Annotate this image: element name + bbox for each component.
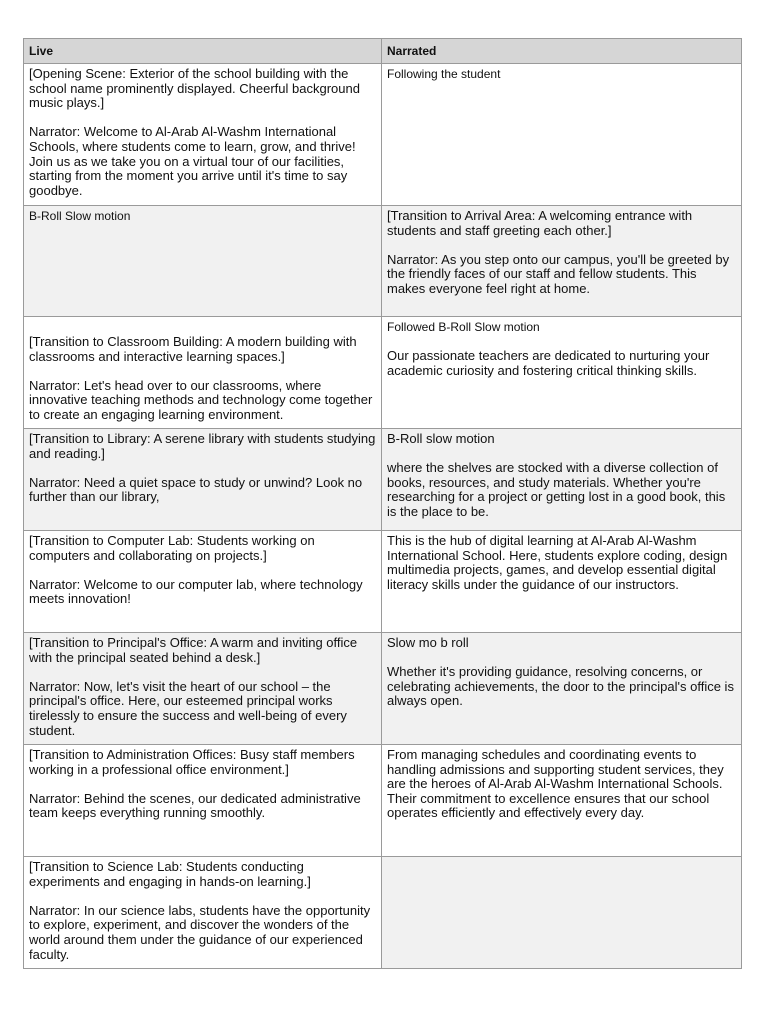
live-cell (24, 745, 382, 857)
header-row (24, 39, 742, 64)
scene-direction: [Transition to Science Lab: Students conducting experiments and engaging in hands-on learning.] (29, 859, 311, 889)
header-narrated: Narrated (382, 39, 742, 64)
narration-text: From managing schedules and coordinating events to handling admissions and supporting student services, they are the heroes of Al-Arab Al-Washm International Schools. Their commitment to excellence ensures that our school operates efficiently and effectively every day. (387, 747, 724, 821)
scene-direction: [Transition to Library: A serene library with students studying and reading.] (29, 431, 376, 461)
shot-note: B-Roll Slow motion (29, 209, 131, 223)
narration-text: where the shelves are stocked with a diverse collection of books, resources, and study materials. Whether you're researching for a project or getting lost in a good book, this is the place to be. (387, 460, 726, 519)
narrated-cell (382, 531, 742, 633)
narration-text: Narrator: Welcome to Al-Arab Al-Washm International Schools, where students come to learn, grow, and thrive! Join us as we take you on a virtual tour of our facilities, starting from the moment you arrive until it's time to say goodbye. (29, 124, 356, 198)
table-row (24, 531, 742, 633)
narrated-cell (382, 745, 742, 857)
live-cell (24, 531, 382, 633)
narrated-cell (382, 64, 742, 206)
live-cell (24, 633, 382, 745)
live-cell (24, 64, 382, 206)
narration-text: Narrator: As you step onto our campus, you'll be greeted by the friendly faces of our staff and fellow students. This makes everyone feel right at home. (387, 251, 730, 296)
table-row (24, 317, 742, 429)
script-table (23, 38, 742, 969)
narration-text: Narrator: Let's head over to our classrooms, where innovative teaching methods and technology come together to create an engaging learning environment. (29, 377, 373, 422)
shot-note: Followed B-Roll Slow motion (387, 320, 540, 334)
live-cell (24, 317, 382, 429)
scene-direction: [Transition to Administration Offices: Busy staff members working in a professional office environment.] (29, 747, 355, 777)
narration-text: Narrator: Need a quiet space to study or unwind? Look no further than our library, (29, 474, 363, 505)
narration-text: Narrator: Welcome to our computer lab, where technology meets innovation! (29, 576, 363, 607)
narrated-cell (382, 206, 742, 317)
narrated-cell (382, 429, 742, 531)
live-cell (24, 429, 382, 531)
scene-direction: [Transition to Computer Lab: Students working on computers and collaborating on projects.] (29, 533, 315, 563)
live-cell (24, 206, 382, 317)
table-row (24, 857, 742, 969)
live-cell (24, 857, 382, 969)
header-live: Live (24, 39, 382, 64)
scene-direction: [Transition to Arrival Area: A welcoming entrance with students and staff greeting each other.] (387, 208, 693, 238)
scene-direction: [Transition to Principal's Office: A warm and inviting office with the principal seated behind a desk.] (29, 635, 358, 665)
scene-direction: [Opening Scene: Exterior of the school building with the school name prominently displayed. Cheerful background music plays.] (29, 66, 360, 111)
table-row (24, 206, 742, 317)
table-row (24, 429, 742, 531)
narrated-cell (382, 633, 742, 745)
shot-note: Following the student (387, 67, 501, 81)
shot-note: Slow mo b roll (387, 635, 469, 650)
narrated-cell-empty (382, 857, 742, 969)
table-row (24, 64, 742, 206)
narration-text: Narrator: In our science labs, students have the opportunity to explore, experiment, and discover the wonders of the world around them under the guidance of our experienced faculty. (29, 902, 371, 962)
shot-note: B-Roll slow motion (387, 431, 495, 446)
narration-text: Narrator: Behind the scenes, our dedicated administrative team keeps everything running smoothly. (29, 790, 361, 821)
table-row (24, 633, 742, 745)
narrated-cell (382, 317, 742, 429)
table-row (24, 745, 742, 857)
narration-text: Narrator: Now, let's visit the heart of our school – the principal's office. Here, our esteemed principal works tirelessly to ensure the success and well-being of every student. (29, 678, 347, 738)
narration-text: Our passionate teachers are dedicated to nurturing your academic curiosity and fostering critical thinking skills. (387, 348, 710, 378)
scene-direction: [Transition to Classroom Building: A modern building with classrooms and interactive learning spaces.] (29, 334, 357, 364)
narration-text: Whether it's providing guidance, resolving concerns, or celebrating achievements, the door to the principal's office is always open. (387, 664, 734, 709)
narration-text: This is the hub of digital learning at Al-Arab Al-Washm International School. Here, students explore coding, design multimedia projects, games, and develop essential digital literacy skills under the guidance of our instructors. (387, 533, 728, 592)
